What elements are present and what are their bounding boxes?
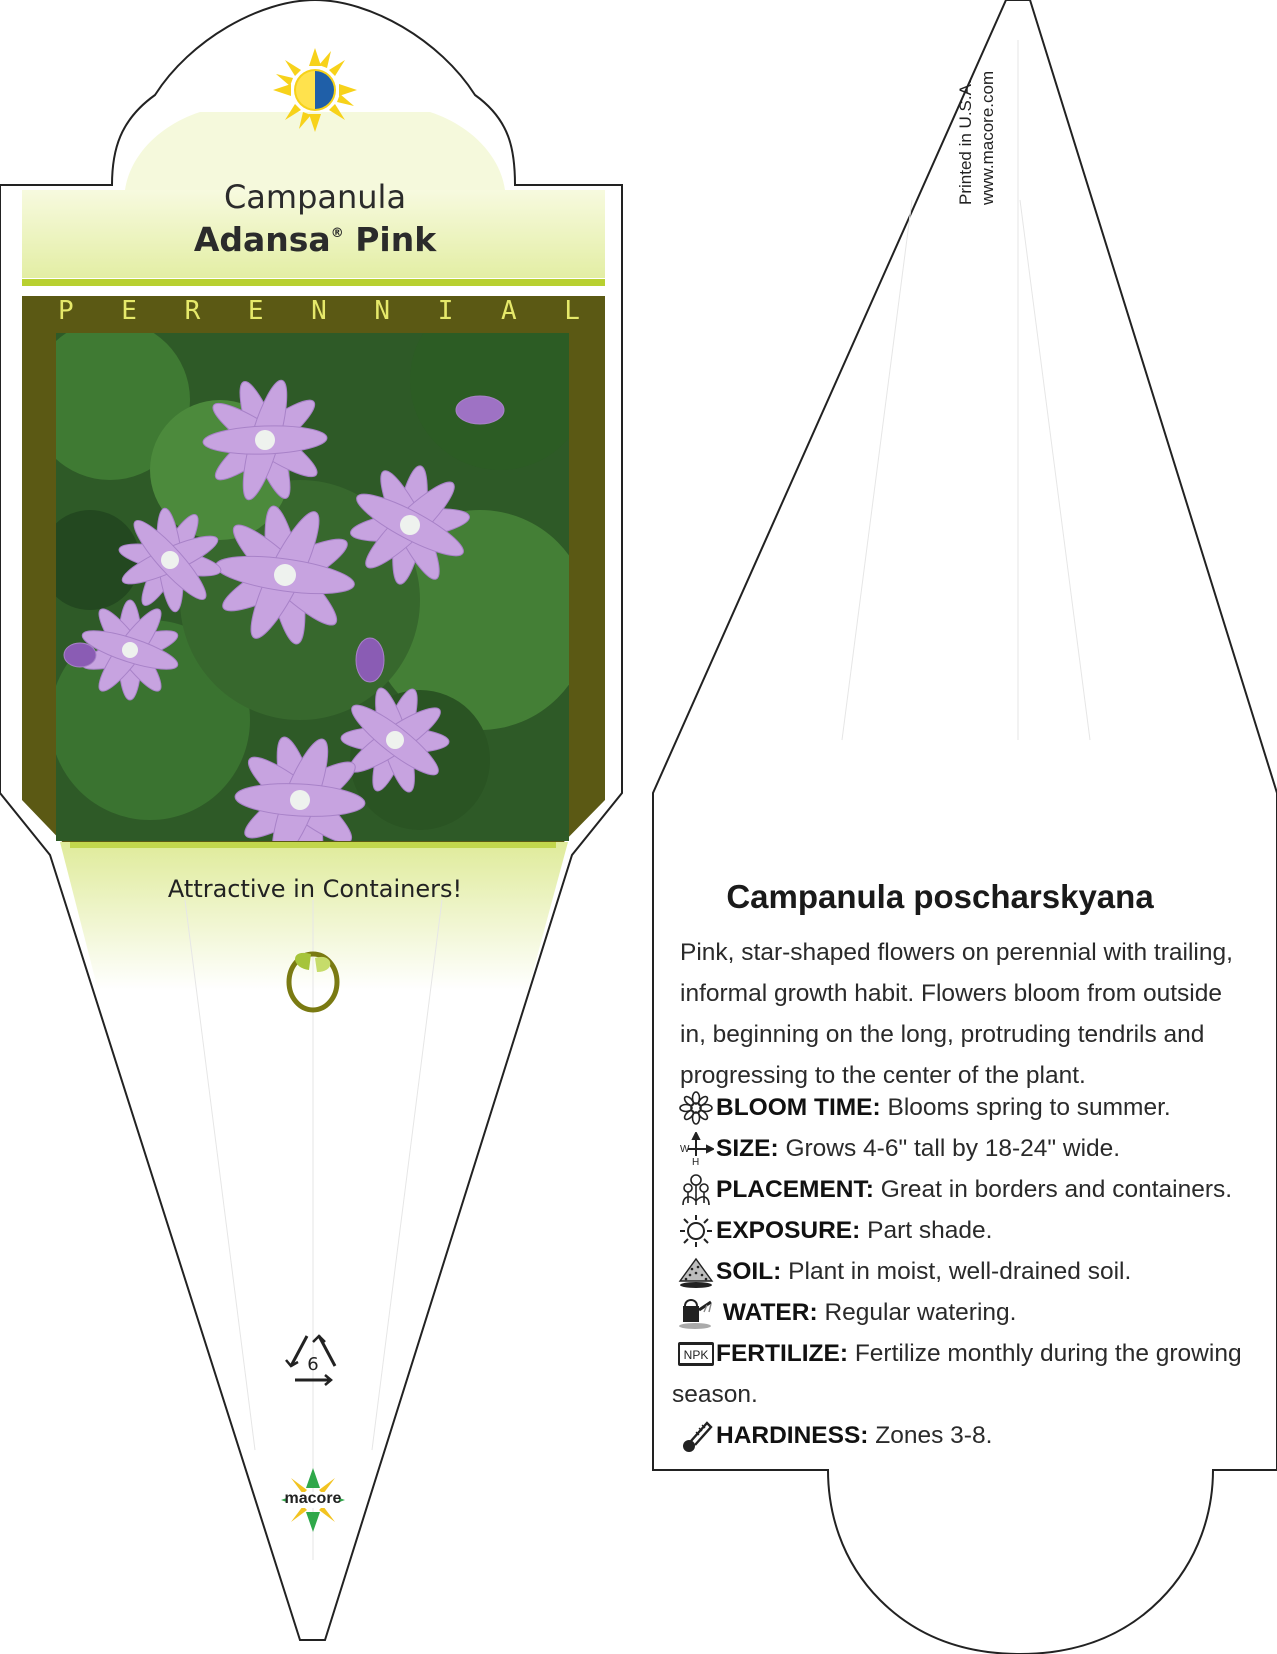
plant-description: Pink, star-shaped flowers on perennial with trailing, informal growth habit. Flowers bloom from outside in, beginning on the long, protruding tendrils and progressing to the center of the plant.: [680, 939, 1233, 1089]
care-label: WATER:: [722, 1299, 818, 1326]
care-item-size: [676, 1128, 1246, 1169]
size-icon-w: W: [680, 1143, 690, 1155]
care-item-fertilize-continued: [672, 1374, 1246, 1415]
npk-text: NPK: [683, 1347, 709, 1362]
care-item-bloom-time: [676, 1087, 1246, 1128]
category-letter: A: [500, 296, 519, 326]
plant-category: [40, 296, 600, 326]
tagline: Attractive in Containers!: [167, 875, 463, 903]
plant-photo: [30, 290, 590, 867]
care-value: Part shade.: [867, 1217, 993, 1244]
care-item-hardiness: [676, 1415, 1246, 1456]
recycle-number: 6: [307, 1354, 319, 1375]
care-item-fertilize: [676, 1333, 1246, 1374]
care-item-exposure: [676, 1210, 1246, 1251]
printed-line: Printed in U.S.A.: [956, 79, 975, 205]
care-value-continued: season.: [672, 1381, 758, 1408]
front-caption-panel: [60, 842, 568, 990]
category-letter: N: [374, 296, 393, 326]
category-letter: R: [184, 296, 203, 326]
variety-suffix: Pink: [355, 220, 437, 259]
care-label: HARDINESS:: [716, 1422, 869, 1449]
thermometer-icon: [676, 1415, 716, 1456]
care-label: SIZE:: [716, 1135, 779, 1162]
category-letter: L: [564, 296, 582, 326]
common-name: Campanula: [223, 178, 407, 216]
category-letter: E: [247, 296, 266, 326]
category-letter: I: [437, 296, 456, 326]
flower-icon: [676, 1087, 716, 1128]
care-value: Plant in moist, well-drained soil.: [788, 1258, 1132, 1285]
npk-fertilizer-icon: [676, 1333, 716, 1374]
care-value: Fertilize monthly during the growing: [854, 1340, 1242, 1367]
care-label: PLACEMENT:: [716, 1176, 874, 1203]
care-list: [672, 1087, 1246, 1456]
caption-divider: [70, 842, 556, 848]
care-value: Great in borders and containers.: [880, 1176, 1233, 1203]
care-label: EXPOSURE:: [716, 1217, 861, 1244]
website-line: www.macore.com: [978, 70, 997, 205]
watering-can-icon: [676, 1292, 716, 1333]
print-info: [955, 71, 999, 205]
size-arrows-icon: [676, 1128, 716, 1169]
brand-name: macore: [284, 1490, 342, 1507]
placement-plants-icon: [676, 1169, 716, 1210]
header-divider: [22, 279, 605, 286]
sun-partial-shade-icon: [273, 48, 357, 132]
variety-name: [100, 220, 530, 259]
category-letter: N: [311, 296, 329, 326]
care-value: Blooms spring to summer.: [887, 1094, 1171, 1121]
sun-exposure-icon: [676, 1210, 716, 1251]
care-value: Zones 3-8.: [875, 1422, 993, 1449]
care-item-water: [676, 1292, 1246, 1333]
care-label: FERTILIZE:: [716, 1340, 849, 1367]
care-item-placement: [676, 1169, 1246, 1210]
care-label: SOIL:: [716, 1258, 782, 1285]
soil-pile-icon: [676, 1251, 716, 1292]
care-label: BLOOM TIME:: [716, 1094, 881, 1121]
care-item-soil: [676, 1251, 1246, 1292]
care-value: Grows 4-6" tall by 18-24" wide.: [785, 1135, 1121, 1162]
category-letter: P: [58, 296, 76, 326]
registered-mark: ®: [330, 226, 344, 241]
variety-name-text: Adansa: [193, 220, 331, 259]
size-icon-h: H: [692, 1156, 700, 1166]
category-letter: E: [121, 296, 139, 326]
care-value: Regular watering.: [824, 1299, 1017, 1326]
scientific-name: Campanula poscharskyana: [726, 878, 1154, 915]
